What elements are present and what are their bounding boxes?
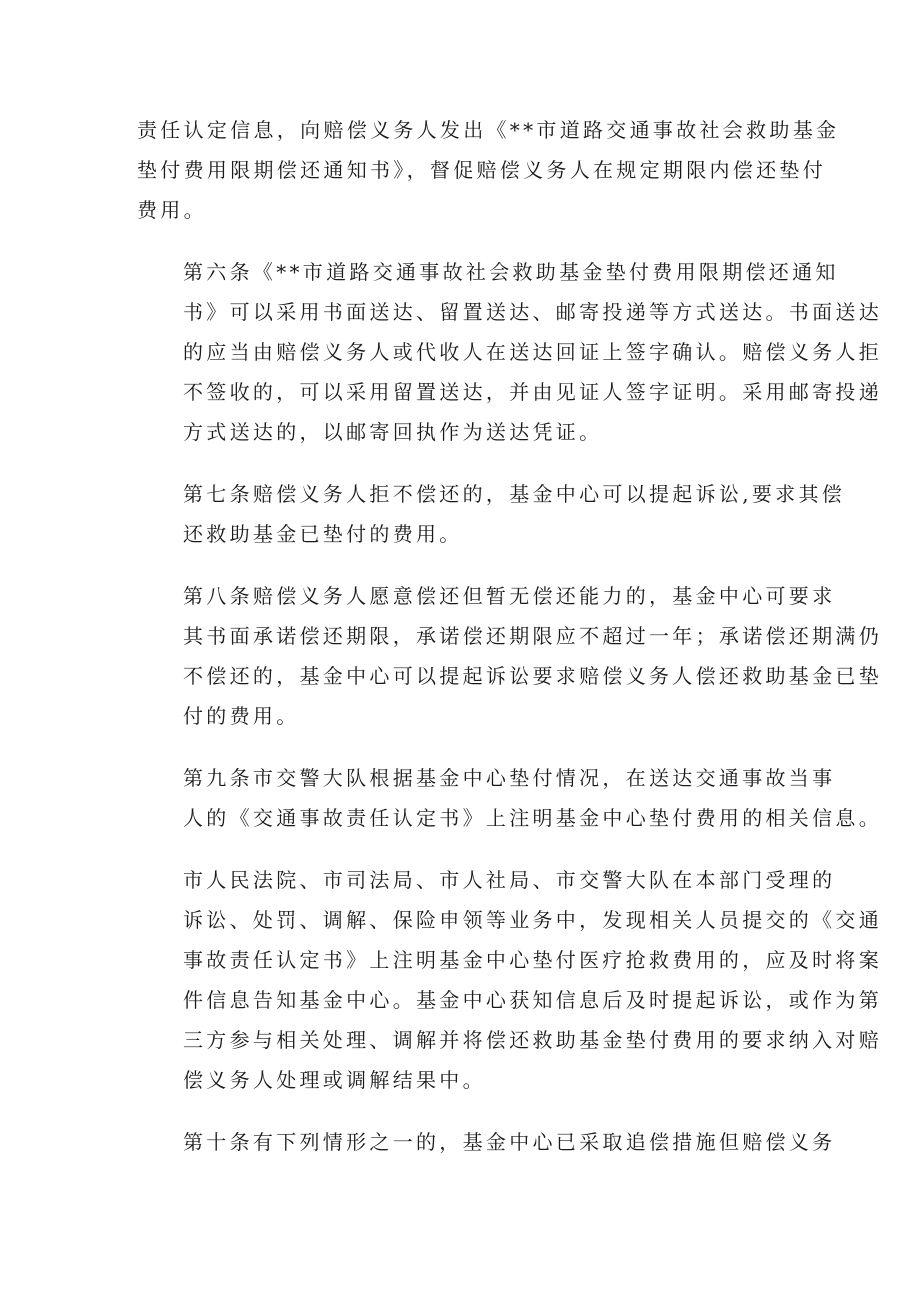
text-line: 三方参与相关处理、调解并将偿还救助基金垫付费用的要求纳入对赔 (183, 1028, 882, 1052)
text-line: 偿义务人处理或调解结果中。 (183, 1068, 486, 1092)
text-line: 的应当由赔偿义务人或代收人在送达回证上签字确认。赔偿义务人拒 (183, 340, 882, 364)
text-line: 事故责任认定书》上注明基金中心垫付医疗抢救费用的，应及时将案 (183, 948, 882, 972)
paragraph-article-6 (137, 252, 882, 452)
text-line: 付的费用。 (183, 704, 300, 728)
text-line: 第八条赔偿义务人愿意偿还但暂无偿还能力的，基金中心可要求 (183, 584, 836, 608)
text-line: 市人民法院、市司法局、市人社局、市交警大队在本部门受理的 (183, 868, 836, 892)
text-line: 其书面承诺偿还期限，承诺偿还期限应不超过一年；承诺偿还期满仍 (183, 624, 882, 648)
paragraph-article-10 (137, 1122, 836, 1162)
text-line: 费用。 (137, 198, 207, 222)
text-line: 方式送达的，以邮寄回执作为送达凭证。 (183, 420, 603, 444)
text-line: 责任认定信息，向赔偿义务人发出《**市道路交通事故社会救助基金 (137, 118, 840, 142)
paragraph-article-9 (137, 758, 882, 838)
text-line: 件信息告知基金中心。基金中心获知信息后及时提起诉讼，或作为第 (183, 988, 882, 1012)
paragraph-continuation (137, 110, 840, 230)
text-line: 第十条有下列情形之一的，基金中心已采取追偿措施但赔偿义务 (183, 1130, 836, 1154)
text-line: 垫付费用限期偿还通知书》，督促赔偿义务人在规定期限内偿还垫付 (137, 158, 826, 182)
document-body (137, 110, 882, 1162)
text-line: 诉讼、处罚、调解、保险申领等业务中，发现相关人员提交的《交通 (183, 908, 882, 932)
text-line: 不偿还的，基金中心可以提起诉讼要求赔偿义务人偿还救助基金已垫 (183, 664, 882, 688)
text-line: 不签收的，可以采用留置送达，并由见证人签字证明。采用邮寄投递 (183, 380, 882, 404)
text-line: 还救助基金已垫付的费用。 (183, 522, 463, 546)
text-line: 书》可以采用书面送达、留置送达、邮寄投递等方式送达。书面送达 (183, 300, 882, 324)
text-line: 人的《交通事故责任认定书》上注明基金中心垫付费用的相关信息。 (183, 806, 882, 830)
text-line: 第九条市交警大队根据基金中心垫付情况，在送达交通事故当事 (183, 766, 836, 790)
paragraph-article-8 (137, 576, 882, 736)
text-line: 第六条《**市道路交通事故社会救助基金垫付费用限期偿还通知 (183, 260, 839, 284)
paragraph-departments (137, 860, 882, 1100)
text-line: 第七条赔偿义务人拒不偿还的，基金中心可以提起诉讼,要求其偿 (183, 482, 846, 506)
paragraph-article-7 (137, 474, 846, 554)
